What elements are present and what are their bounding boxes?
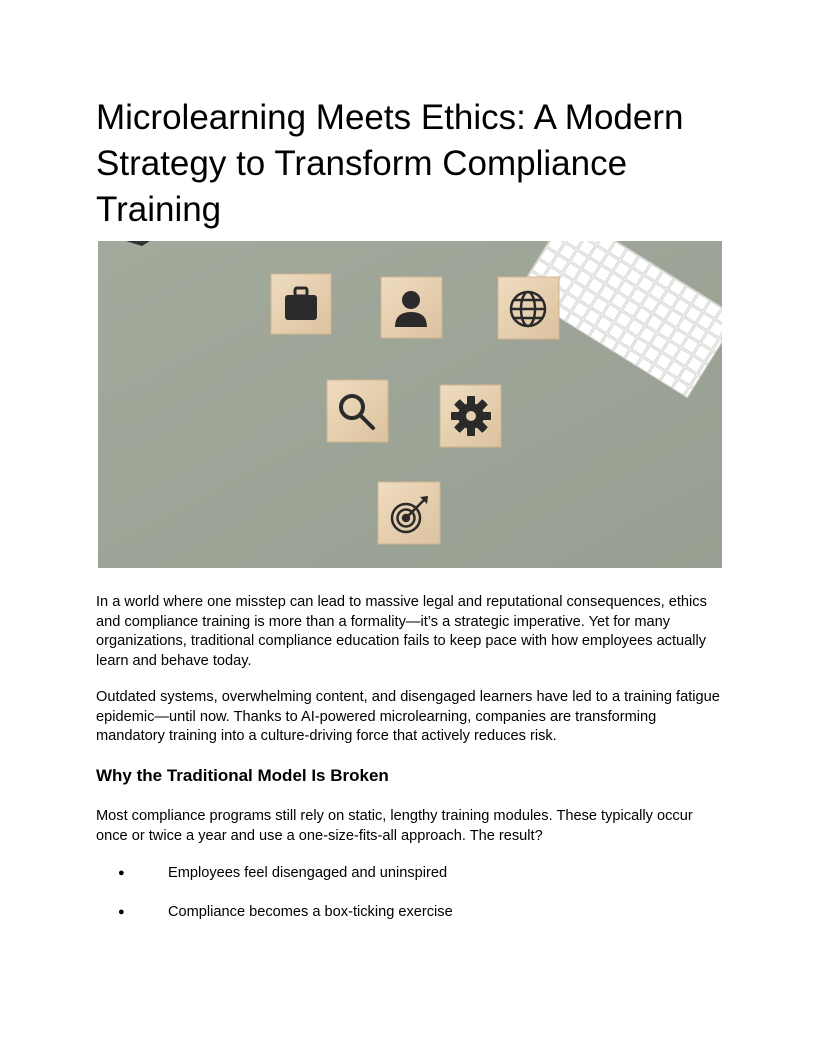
hero-image — [98, 241, 722, 568]
bullet-icon: ● — [118, 906, 125, 918]
context-paragraph: Outdated systems, overwhelming content, and disengaged learners have led to a training fatigue epidemic—until now. Thanks to AI-powered microlearning, companies are transforming mandatory training into a culture-driving force that actively reduces risk. — [96, 689, 720, 744]
magnifier-block — [327, 380, 388, 442]
globe-block — [498, 277, 559, 339]
list-item-text: Employees feel disengaged and uninspired — [168, 865, 448, 881]
document-title: Microlearning Meets Ethics: A Modern Strategy to Transform Compliance Training — [96, 98, 684, 229]
list-item-text: Compliance becomes a box-ticking exercise — [168, 904, 453, 920]
briefcase-block — [271, 274, 331, 334]
intro-paragraph: In a world where one misstep can lead to massive legal and reputational consequences, ethics and compliance training is more than a formality—it’s a strategic imperative. Yet for many organizations, traditional compliance education fails to keep pace with how employees actually learn and behave today. — [96, 594, 707, 669]
section-paragraph: Most compliance programs still rely on static, lengthy training modules. These typically occur once or twice a year and use a one-size-fits-all approach. The result? — [96, 808, 693, 844]
bullet-icon: ● — [118, 867, 125, 879]
target-block — [378, 482, 440, 544]
gear-block — [440, 385, 501, 447]
gear-icon — [451, 396, 491, 436]
person-block — [381, 277, 442, 338]
section-heading: Why the Traditional Model Is Broken — [96, 766, 389, 785]
